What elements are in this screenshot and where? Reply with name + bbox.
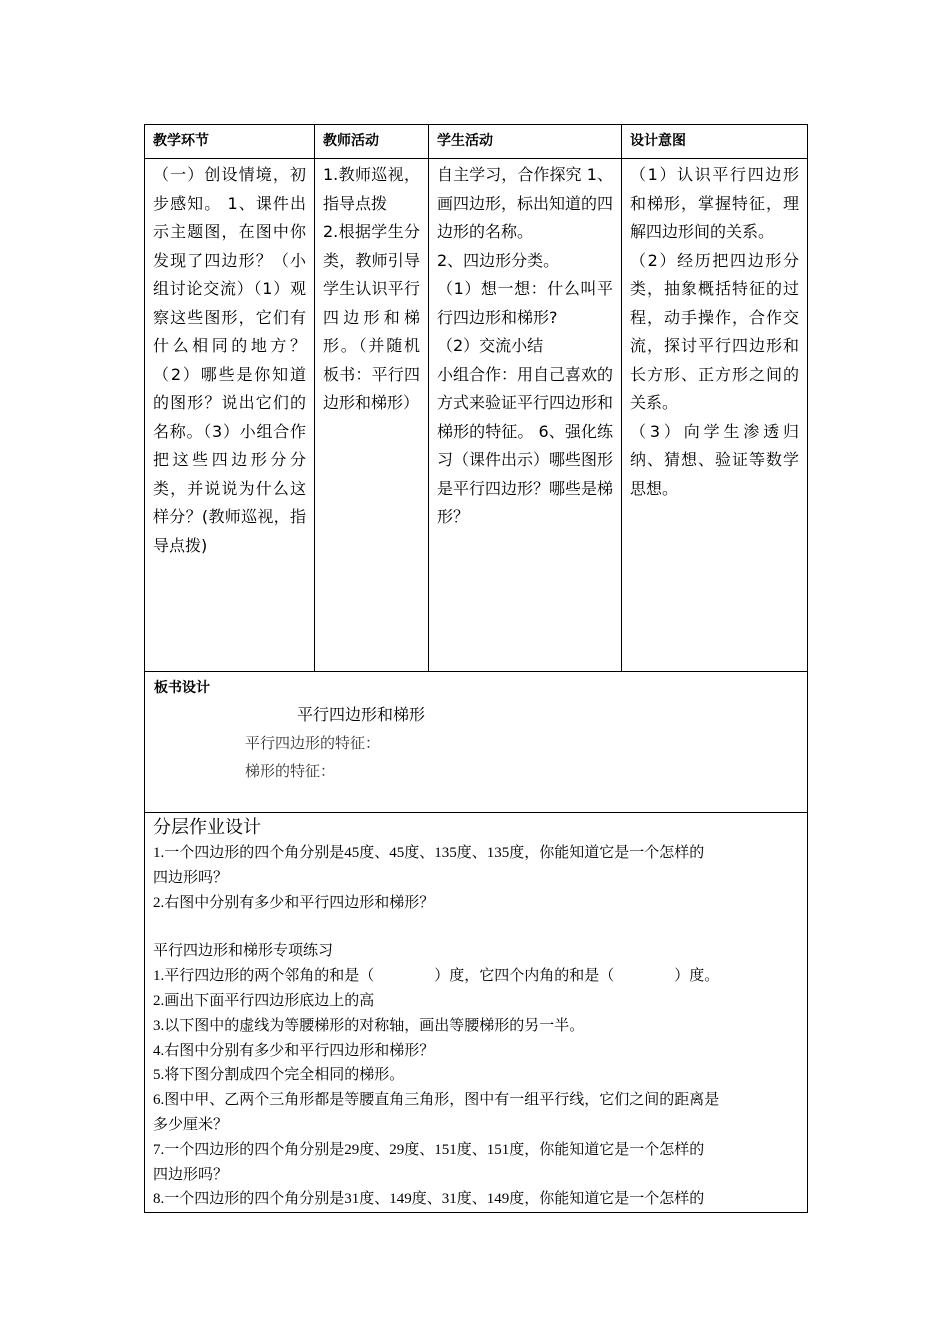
homework-cell: [145, 813, 808, 1213]
header-teacher: 教师活动: [315, 125, 429, 159]
content-row: [145, 159, 808, 672]
homework-line: 1.一个四边形的四个角分别是45度、45度、135度、135度，你能知道它是一个怎样的: [153, 845, 705, 861]
student-text-5: 小组合作：用自己喜欢的方式来验证平行四边形和梯形的特征。 6、强化练习（课件出示）哪些图形是平行四边形？哪些是梯形？: [437, 364, 614, 526]
practice-line: 1.平行四边形的两个邻角的和是（ ）度，它四个内角的和是（ ）度。: [153, 968, 720, 985]
practice-title: 平行四边形和梯形专项练习: [153, 943, 334, 960]
intent-text-2: （2）经历把四边形分类，抽象概括特征的过程，动手操作，合作交流，探讨平行四边形和长方形、正方形之间的关系。: [630, 250, 799, 412]
student-text-2: 2、四边形分类。: [437, 250, 560, 270]
practice-line: 8.一个四边形的四个角分别是31度、149度、31度、149度，你能知道它是一个怎样的: [153, 1191, 705, 1208]
intent-text-1: （1）认识平行四边形和梯形，掌握特征，理解四边形间的关系。: [630, 165, 799, 241]
homework-row: [145, 813, 808, 1213]
spacer: [153, 915, 799, 939]
board-line-1: 平行四边形的特征：: [245, 734, 381, 752]
practice-line: 四边形吗？: [153, 1166, 229, 1183]
header-row: [145, 125, 808, 159]
board-row: [145, 672, 808, 813]
teacher-cell: [315, 159, 429, 672]
practice-line: 7.一个四边形的四个角分别是29度、29度、151度、151度，你能知道它是一个怎样的: [153, 1141, 705, 1158]
teacher-text-2: 2.根据学生分类，教师引导学生认识平行四边形和梯形。（并随机板书：平行四边形和梯形）: [323, 222, 420, 412]
practice-line: 6.图中甲、乙两个三角形都是等腰直角三角形，图中有一组平行线，它们之间的距离是: [153, 1092, 720, 1109]
lesson-plan-table: [144, 124, 808, 1213]
student-text-1: 自主学习，合作探究 1、画四边形，标出知道的四边形的名称。: [437, 165, 614, 241]
intent-text-3: （3）向学生渗透归纳、猜想、验证等数学思想。: [630, 421, 799, 498]
homework-line: 2.右图中分别有多少和平行四边形和梯形？: [153, 894, 435, 911]
stage-cell: [145, 159, 315, 672]
board-label: 板书设计: [154, 680, 210, 696]
board-line-2: 梯形的特征：: [245, 762, 336, 780]
header-stage: 教学环节: [145, 125, 315, 159]
student-cell: [429, 159, 622, 672]
practice-line: 3.以下图中的虚线为等腰梯形的对称轴，画出等腰梯形的另一半。: [153, 1017, 585, 1034]
intent-cell: [622, 159, 808, 672]
board-design-cell: [145, 672, 808, 813]
teacher-text-1: 1.教师巡视，指导点拨: [323, 165, 420, 213]
student-text-3: （1）想一想：什么叫平行四边形和梯形?: [437, 279, 613, 327]
homework-title: 分层作业设计: [153, 817, 261, 838]
header-intent: 设计意图: [622, 125, 808, 159]
practice-line: 4.右图中分别有多少和平行四边形和梯形？: [153, 1042, 435, 1059]
practice-line: 多少厘米？: [153, 1116, 229, 1133]
student-text-4: （2）交流小结: [437, 336, 544, 355]
board-title: 平行四边形和梯形: [297, 705, 426, 724]
practice-line: 5.将下图分割成四个完全相同的梯形。: [153, 1067, 405, 1084]
homework-line: 四边形吗？: [153, 869, 229, 886]
header-student: 学生活动: [429, 125, 622, 159]
practice-line: 2.画出下面平行四边形底边上的高: [153, 992, 375, 1009]
stage-text: （一）创设情境，初步感知。 1、课件出示主题图，在图中你发现了四边形？（小组讨论交流）（1）观察这些图形，它们有什么相同的地方？（2）哪些是你知道的图形？说出它们的名称。（3）小组合作把这些四边形分分类，并说说为什么这样分？(教师巡视，指导点拨): [153, 165, 306, 555]
